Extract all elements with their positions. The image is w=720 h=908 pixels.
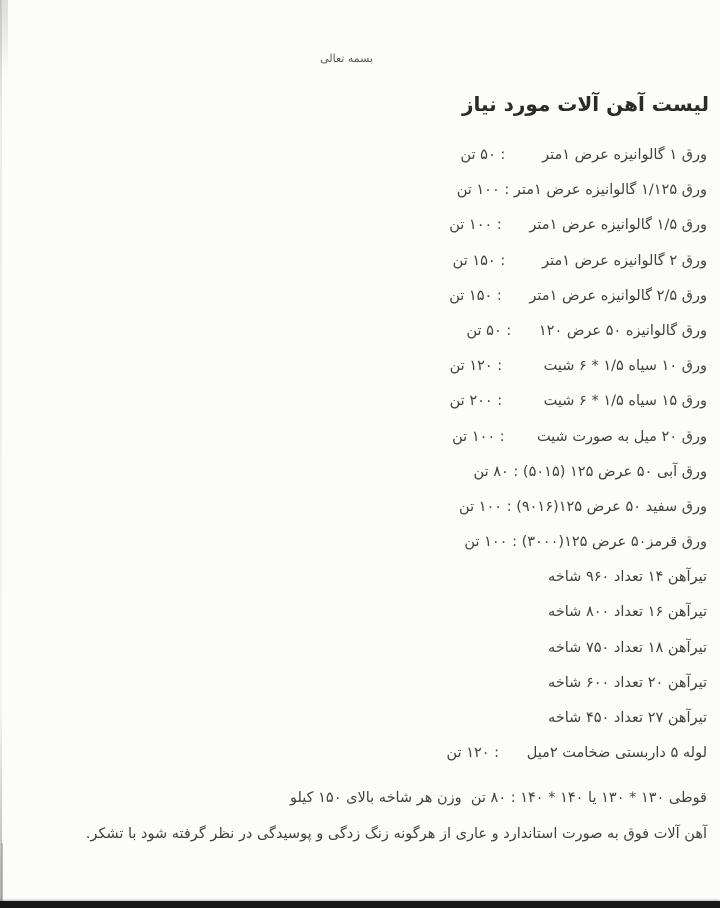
list-line: ورق گالوانیزه ۵۰ عرض ۱۲۰ : ۵۰ تن	[466, 322, 707, 339]
list-line: تیرآهن ۱۶ تعداد ۸۰۰ شاخه	[548, 604, 707, 621]
list-line: ورق ۱۰ سیاه ۱/۵ * ۶ شیت : ۱۲۰ تن	[449, 358, 707, 375]
list-line: ورق ۲ گالوانیزه عرض ۱متر : ۱۵۰ تن	[452, 252, 707, 269]
list-line: ورق ۲۰ میل به صورت شیت : ۱۰۰ تن	[452, 428, 707, 445]
materials-list	[18, 138, 707, 852]
bismillah-text: بسمه تعالی	[320, 52, 373, 65]
list-line: آهن آلات فوق به صورت استاندارد و عاری از هرگونه زنگ زدگی و پوسیدگی در نظر گرفته شود با تشکر.	[85, 825, 707, 842]
list-line: قوطی ۱۳۰ * ۱۳۰ یا ۱۴۰ * ۱۴۰ : ۸۰ تن وزن هر شاخه بالای ۱۵۰ کیلو	[289, 790, 707, 807]
list-line: ورق ۱/۱۲۵ گالوانیزه عرض ۱متر : ۱۰۰ تن	[456, 182, 707, 199]
list-line: تیرآهن ۱۸ تعداد ۷۵۰ شاخه	[548, 639, 707, 656]
list-line: لوله ۵ داربستی ضخامت ۲میل : ۱۲۰ تن	[446, 745, 707, 762]
list-line: تیرآهن ۲۷ تعداد ۴۵۰ شاخه	[548, 710, 707, 726]
list-line: تیرآهن ۲۰ تعداد ۶۰۰ شاخه	[548, 674, 707, 691]
list-line: ورق ۲/۵ گالوانیزه عرض ۱متر : ۱۵۰ تن	[449, 287, 707, 304]
list-line: تیرآهن ۱۴ تعداد ۹۶۰ شاخه	[548, 569, 707, 586]
scan-edge-artifact-bottom	[0, 901, 720, 908]
page-title: لیست آهن آلات مورد نیاز	[461, 92, 709, 116]
scan-edge-artifact-left	[0, 0, 2, 908]
list-line: ورق ۱۵ سیاه ۱/۵ * ۶ شیت : ۲۰۰ تن	[449, 393, 707, 410]
list-line: ورق سفید ۵۰ عرض ۱۲۵(۹۰۱۶) : ۱۰۰ تن	[459, 498, 707, 515]
list-line: ورق ۱ گالوانیزه عرض ۱متر : ۵۰ تن	[460, 147, 707, 163]
scan-corner-smudge	[1, 0, 8, 78]
scan-edge-artifact-left-bottom	[1, 843, 3, 901]
list-line: ورق قرمز۵۰ عرض ۱۲۵(۳۰۰۰) : ۱۰۰ تن	[464, 534, 707, 551]
list-line: ورق ۱/۵ گالوانیزه عرض ۱متر : ۱۰۰ تن	[449, 217, 707, 234]
list-line: ورق آبی ۵۰ عرض ۱۲۵ (۵۰۱۵) : ۸۰ تن	[473, 463, 707, 480]
